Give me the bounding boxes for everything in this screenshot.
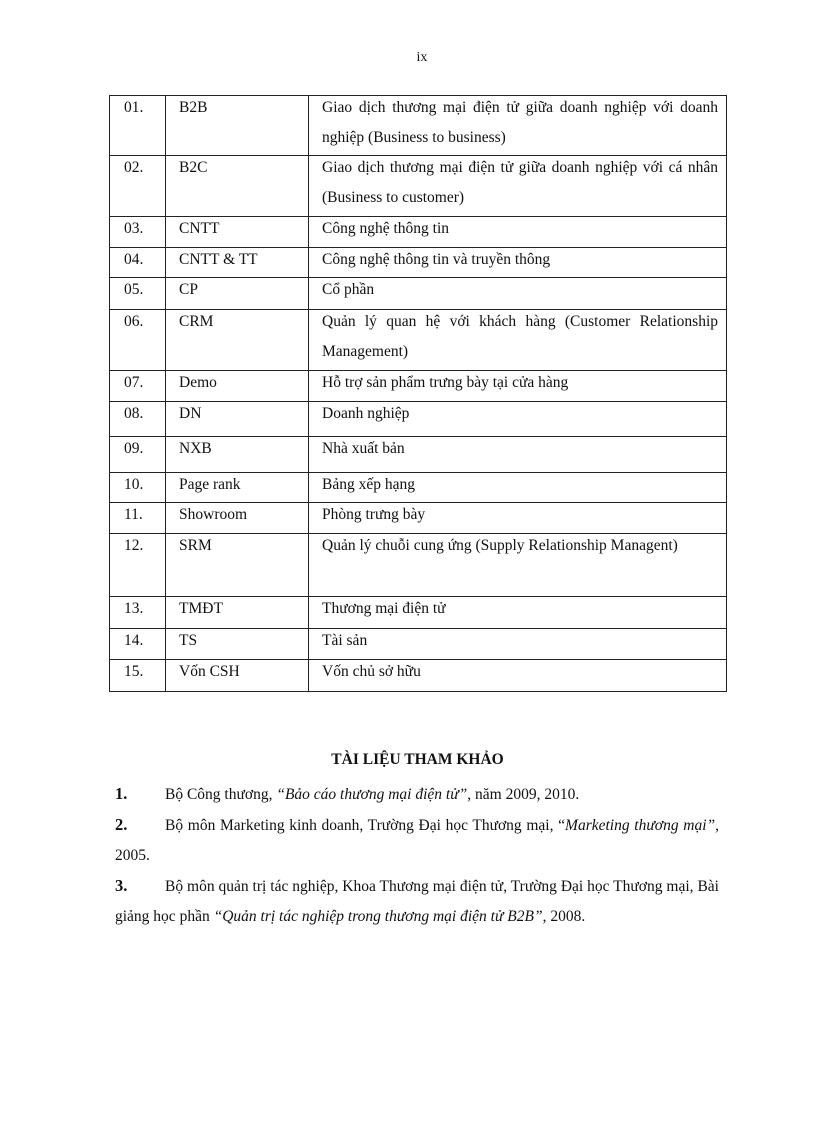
meaning-cell	[309, 371, 727, 402]
row-number-text: 06.	[124, 313, 144, 330]
meaning-text: Vốn chủ sở hữu	[322, 663, 421, 680]
meaning-text: Hỗ trợ sản phẩm trưng bày tại cửa hàng	[322, 374, 569, 391]
table-row	[110, 402, 727, 437]
abbreviation-cell	[166, 217, 309, 248]
meaning-cell	[309, 437, 727, 473]
meaning-text: Bảng xếp hạng	[322, 476, 415, 493]
abbreviation-cell	[166, 597, 309, 629]
row-number-text: 14.	[124, 632, 144, 649]
meaning-cell	[309, 473, 727, 503]
abbreviation-cell	[166, 473, 309, 503]
reference-item	[115, 810, 719, 871]
reference-item	[115, 871, 719, 932]
abbreviation-text: CNTT & TT	[179, 251, 258, 268]
table-row	[110, 597, 727, 629]
meaning-cell	[309, 402, 727, 437]
row-number-text: 03.	[124, 220, 144, 237]
reference-title: Marketing thương mại”	[565, 817, 716, 834]
row-number-text: 02.	[124, 159, 144, 176]
table-row	[110, 278, 727, 310]
table-row	[110, 371, 727, 402]
abbreviation-text: TMĐT	[179, 600, 223, 617]
table-row	[110, 437, 727, 473]
table-row	[110, 503, 727, 534]
reference-details: , 2008.	[542, 908, 586, 925]
meaning-text: Quản lý quan hệ với khách hàng (Customer Relationship Management)	[322, 313, 718, 360]
meaning-cell	[309, 217, 727, 248]
row-number-text: 11.	[124, 506, 143, 523]
abbreviation-text: DN	[179, 405, 202, 422]
abbreviation-cell	[166, 371, 309, 402]
row-number-text: 08.	[124, 405, 144, 422]
row-number-text: 04.	[124, 251, 144, 268]
table-row	[110, 660, 727, 692]
meaning-cell	[309, 248, 727, 278]
meaning-cell	[309, 660, 727, 692]
abbreviation-text: TS	[179, 632, 198, 649]
meaning-text: Nhà xuất bản	[322, 440, 405, 457]
meaning-cell	[309, 156, 727, 217]
meaning-text: Quản lý chuỗi cung ứng (Supply Relationship Managent)	[322, 537, 678, 554]
table-row	[110, 217, 727, 248]
meaning-cell	[309, 597, 727, 629]
row-number-cell	[110, 217, 166, 248]
table-row	[110, 310, 727, 371]
abbreviation-text: SRM	[179, 537, 212, 554]
abbreviation-cell	[166, 660, 309, 692]
reference-number: 2.	[115, 815, 128, 834]
reference-details: , 2005.	[115, 817, 720, 864]
row-number-cell	[110, 437, 166, 473]
row-number-cell	[110, 629, 166, 660]
abbreviation-text: B2C	[179, 159, 208, 176]
row-number-cell	[110, 503, 166, 534]
table-row	[110, 248, 727, 278]
meaning-text: Giao dịch thương mại điện tử giữa doanh nghiệp với doanh nghiệp (Business to business)	[322, 99, 718, 146]
abbreviation-text: Vốn CSH	[179, 663, 240, 680]
reference-authors: Bộ Công thương,	[165, 786, 277, 803]
table-row	[110, 473, 727, 503]
table-row	[110, 96, 727, 156]
meaning-text: Doanh nghiệp	[322, 405, 410, 422]
abbreviation-text: B2B	[179, 99, 208, 116]
meaning-cell	[309, 629, 727, 660]
abbreviations-table	[109, 95, 727, 692]
abbreviation-text: NXB	[179, 440, 212, 457]
row-number-cell	[110, 371, 166, 402]
meaning-cell	[309, 503, 727, 534]
row-number-cell	[110, 473, 166, 503]
abbreviation-text: CRM	[179, 313, 214, 330]
meaning-cell	[309, 534, 727, 597]
row-number-cell	[110, 278, 166, 310]
row-number-cell	[110, 310, 166, 371]
abbreviation-cell	[166, 503, 309, 534]
meaning-text: Giao dịch thương mại điện tử giữa doanh nghiệp với cá nhân (Business to customer)	[322, 159, 718, 206]
meaning-text: Tài sản	[322, 632, 368, 649]
abbreviation-text: CP	[179, 281, 198, 298]
references-section	[115, 745, 719, 932]
row-number-text: 12.	[124, 537, 144, 554]
row-number-text: 15.	[124, 663, 144, 680]
table-row	[110, 156, 727, 217]
abbreviation-cell	[166, 248, 309, 278]
row-number-text: 13.	[124, 600, 144, 617]
reference-authors: Bộ môn quản trị tác nghiệp, Khoa Thương mại điện tử, Trường Đại học Thương mại, Bài giảng học phần	[115, 878, 719, 925]
abbreviation-cell	[166, 96, 309, 156]
meaning-text: Thương mại điện tử	[322, 600, 446, 617]
references-heading: TÀI LIỆU THAM KHẢO	[331, 751, 504, 768]
meaning-cell	[309, 96, 727, 156]
abbreviation-text: Demo	[179, 374, 217, 391]
page-number: ix	[416, 50, 428, 65]
meaning-cell	[309, 310, 727, 371]
table-row	[110, 629, 727, 660]
reference-item	[115, 779, 719, 810]
reference-details: , năm 2009, 2010.	[467, 786, 580, 803]
meaning-cell	[309, 278, 727, 310]
row-number-text: 10.	[124, 476, 144, 493]
reference-number: 1.	[115, 784, 128, 803]
abbreviation-cell	[166, 156, 309, 217]
abbreviation-cell	[166, 402, 309, 437]
abbreviation-cell	[166, 534, 309, 597]
row-number-cell	[110, 660, 166, 692]
reference-title: “Quản trị tác nghiệp trong thương mại điện tử B2B”	[213, 908, 543, 925]
abbreviation-text: CNTT	[179, 220, 220, 237]
row-number-text: 05.	[124, 281, 144, 298]
row-number-cell	[110, 534, 166, 597]
reference-number: 3.	[115, 876, 128, 895]
row-number-text: 09.	[124, 440, 144, 457]
reference-title: “Bảo cáo thương mại điện tử”	[276, 786, 468, 803]
meaning-text: Cổ phần	[322, 281, 375, 298]
abbreviation-cell	[166, 629, 309, 660]
meaning-text: Công nghệ thông tin	[322, 220, 450, 237]
row-number-cell	[110, 248, 166, 278]
row-number-text: 07.	[124, 374, 144, 391]
abbreviation-cell	[166, 310, 309, 371]
meaning-text: Công nghệ thông tin và truyền thông	[322, 251, 551, 268]
abbreviation-cell	[166, 278, 309, 310]
row-number-text: 01.	[124, 99, 144, 116]
abbreviation-cell	[166, 437, 309, 473]
abbreviation-text: Showroom	[179, 506, 248, 523]
row-number-cell	[110, 96, 166, 156]
reference-authors: Bộ môn Marketing kinh doanh, Trường Đại học Thương mại, “	[165, 817, 566, 834]
abbreviation-text: Page rank	[179, 476, 241, 493]
row-number-cell	[110, 597, 166, 629]
meaning-text: Phòng trưng bày	[322, 506, 426, 523]
table-row	[110, 534, 727, 597]
row-number-cell	[110, 402, 166, 437]
row-number-cell	[110, 156, 166, 217]
